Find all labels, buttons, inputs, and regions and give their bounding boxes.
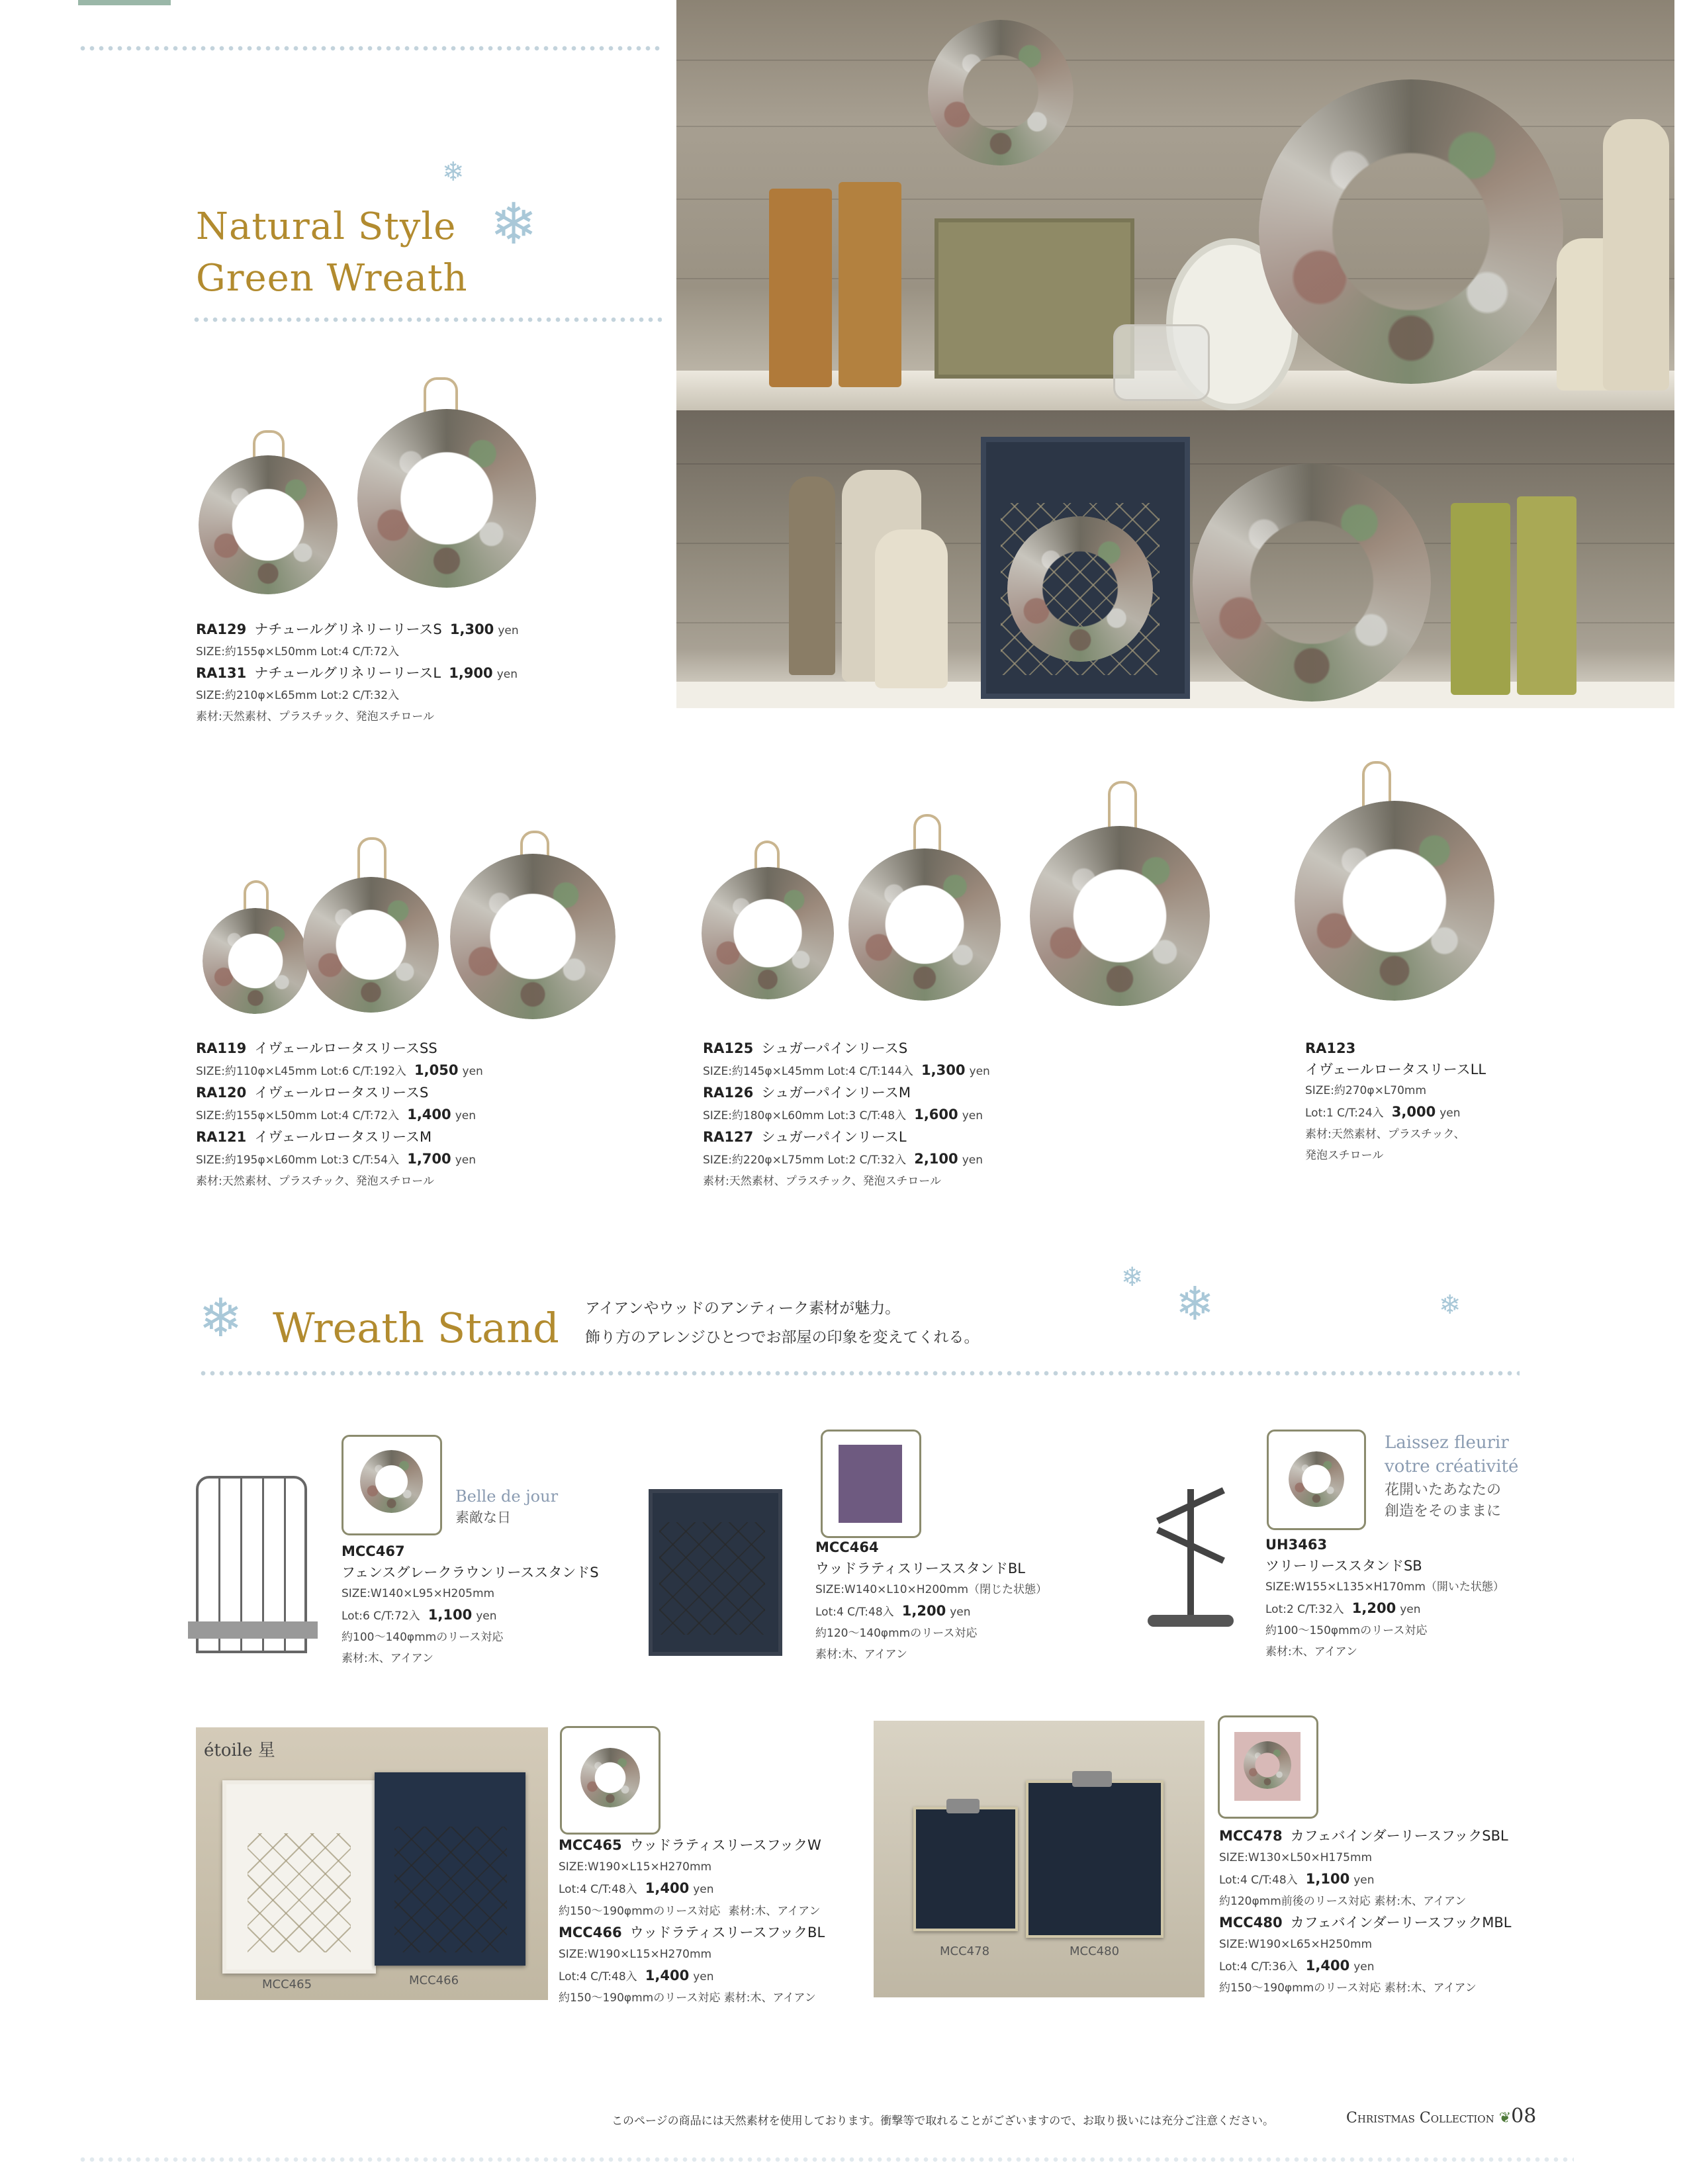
product-code: RA121 (196, 1129, 247, 1145)
price-unit: yen (1353, 1874, 1375, 1887)
product-price: 1,100 (428, 1607, 473, 1623)
product-fit: 約150～190φmmのリース対応 (559, 1905, 721, 1918)
product-spec: SIZE:約155φ×L50mm Lot:4 C/T:72入 (196, 645, 400, 659)
product-code: RA126 (703, 1085, 754, 1101)
section-description (585, 1294, 979, 1352)
product-line (1219, 1825, 1511, 1847)
tagline-fr-line2: votre créativité (1385, 1457, 1519, 1477)
product-fit: 約120～140φmmのリース対応 (815, 1627, 978, 1640)
thumbnail-mcc467 (342, 1435, 442, 1535)
photo-label-mcc466: MCC466 (409, 1974, 459, 1987)
price-unit: yen (962, 1109, 983, 1122)
product-line (1265, 1598, 1504, 1620)
product-line (1219, 1912, 1511, 1934)
product-block-mcc478-mcc480 (1219, 1825, 1511, 1999)
product-name: カフェバインダーリースフックMBL (1290, 1915, 1512, 1931)
wreath-image-ra123 (1295, 801, 1494, 1001)
product-lot: Lot:4 C/T:48入 (559, 1970, 637, 1983)
price-unit: yen (496, 668, 518, 681)
product-material: 素材:木、アイアン (1265, 1645, 1358, 1659)
stand-image-uh3463 (1141, 1476, 1240, 1641)
product-block-mcc464 (815, 1537, 1047, 1665)
wreath-image-ra131 (357, 409, 536, 588)
product-fit: 約120φmm前後のリース対応 素材:木、アイアン (1219, 1895, 1467, 1908)
product-size: SIZE:W155×L135×H170mm（開いた状態） (1265, 1580, 1504, 1594)
product-name: イヴェールロータスリースM (254, 1129, 432, 1145)
product-line (1219, 1868, 1511, 1891)
product-price: 1,200 (1351, 1600, 1396, 1616)
price-unit: yen (1400, 1603, 1421, 1616)
product-material: 素材:木、アイアン (728, 1905, 821, 1918)
product-line (559, 1965, 825, 1987)
wreath-image-ra121 (450, 854, 616, 1019)
stand-wreath-photo (1007, 516, 1153, 662)
product-spec: Lot:1 C/T:24入 (1305, 1107, 1384, 1120)
product-size: SIZE:W190×L15×H270mm (559, 1948, 712, 1961)
product-price: 1,300 (449, 621, 494, 637)
drawer-chest-photo (935, 218, 1134, 379)
pastel-wreath-photo (1193, 463, 1431, 702)
product-lot: Lot:4 C/T:36入 (1219, 1960, 1298, 1974)
thumbnail-mcc464 (821, 1430, 921, 1538)
snowflake-icon: ❄ (1439, 1290, 1461, 1320)
price-unit: yen (462, 1065, 483, 1078)
wreath-image-ra129 (199, 455, 338, 594)
section-title-line1: Natural Style (196, 205, 457, 248)
product-fit: 約100～150φmmのリース対応 (1265, 1624, 1428, 1637)
thumbnail-uh3463 (1267, 1430, 1366, 1530)
product-code: RA120 (196, 1085, 247, 1101)
bottom-lace-divider (78, 2155, 1574, 2164)
etoile-label: étoile 星 (204, 1741, 275, 1760)
product-line (196, 1148, 483, 1171)
product-lot: Lot:4 C/T:48入 (815, 1606, 894, 1619)
section-title-line2: Green Wreath (196, 257, 468, 300)
section-title-natural (196, 201, 468, 304)
wall-wreath-photo (928, 20, 1073, 165)
product-line (703, 1038, 990, 1060)
wreath-image-ra126 (848, 848, 1001, 1001)
product-fit: 約150～190φmmのリース対応 素材:木、アイアン (1219, 1981, 1477, 1995)
product-line (196, 1082, 483, 1104)
product-line (559, 1922, 825, 1944)
product-block-ra129-ra131 (196, 619, 519, 727)
product-line (196, 1060, 483, 1082)
product-code: RA125 (703, 1040, 754, 1056)
photo-label-mcc480: MCC480 (1070, 1944, 1120, 1958)
stand-base-mcc467 (188, 1621, 318, 1639)
product-name: シュガーパインリースS (761, 1040, 908, 1056)
tagline-jp-uh3463 (1385, 1480, 1501, 1522)
product-line (559, 1900, 825, 1922)
price-unit: yen (1439, 1107, 1461, 1120)
product-fit: 約100～140φmmのリース対応 (342, 1631, 504, 1644)
collection-name: Christmas Collection (1346, 2110, 1494, 2126)
wreath-image-ra127 (1030, 826, 1210, 1006)
tagline-jp-line2: 創造をそのままに (1385, 1503, 1502, 1520)
holly-icon: ❦ (1498, 2110, 1512, 2126)
product-material: 素材:木、アイアン (815, 1648, 908, 1661)
price-unit: yen (693, 1970, 714, 1983)
product-size: SIZE:W140×L10×H200mm（閉じた状態） (815, 1583, 1048, 1596)
price-unit: yen (498, 624, 519, 637)
product-name: シュガーパインリースM (761, 1085, 911, 1101)
product-material: 素材:天然素材、プラスチック、発泡スチロール (703, 1175, 942, 1188)
product-spec: SIZE:約180φ×L60mm Lot:3 C/T:48入 (703, 1109, 907, 1122)
product-spec: SIZE:約145φ×L45mm Lot:4 C/T:144入 (703, 1065, 913, 1078)
product-price: 1,300 (921, 1062, 966, 1078)
product-price: 3,000 (1391, 1104, 1436, 1120)
product-name: イヴェールロータスリースS (254, 1085, 429, 1101)
product-line (1305, 1101, 1486, 1124)
product-code: MCC467 (342, 1543, 405, 1559)
product-line (196, 1104, 483, 1126)
product-code: RA131 (196, 665, 247, 681)
product-name: ウッドラティスリースフックW (629, 1837, 821, 1853)
snowflake-icon: ❄ (1175, 1277, 1214, 1331)
product-material: 素材:天然素材、プラスチック、発泡スチロール (196, 710, 435, 723)
product-spec: SIZE:約110φ×L45mm Lot:6 C/T:192入 (196, 1065, 406, 1078)
thumbnail-mcc478 (1218, 1715, 1318, 1819)
thumbnail-mcc465 (560, 1726, 661, 1835)
page-number: 08 (1511, 2105, 1537, 2128)
wreath-image-ra125 (702, 867, 834, 999)
photo-label-mcc478: MCC478 (940, 1944, 990, 1958)
product-code: RA119 (196, 1040, 247, 1056)
product-price: 1,400 (645, 1880, 690, 1896)
price-unit: yen (969, 1065, 990, 1078)
bottle-photo (1603, 119, 1669, 390)
footer-notice: このページの商品には天然素材を使用しております。衝撃等で取れることがございますので、お取り扱いには充分ご注意ください。 (612, 2115, 1274, 2128)
product-spec: SIZE:約270φ×L70mm (1305, 1084, 1427, 1097)
finial-photo (789, 477, 835, 675)
product-name: イヴェールロータスリースLL (1305, 1062, 1486, 1077)
product-lot: Lot:2 C/T:32入 (1265, 1603, 1344, 1616)
tagline-fr-line1: Laissez fleurir (1385, 1433, 1509, 1453)
product-code: MCC464 (815, 1539, 879, 1555)
product-code: MCC480 (1219, 1915, 1283, 1931)
product-name: ウッドラティスリーススタンドBL (815, 1561, 1025, 1576)
product-block-ra123 (1305, 1038, 1486, 1166)
product-line (559, 1878, 825, 1900)
large-wreath-photo (1259, 79, 1563, 384)
product-price: 1,400 (645, 1968, 690, 1983)
product-price: 1,400 (1305, 1958, 1350, 1974)
product-price: 1,050 (414, 1062, 459, 1078)
tagline-jp-line1: 花開いたあなたの (1385, 1482, 1502, 1498)
product-code: UH3463 (1265, 1537, 1328, 1553)
product-name: フェンスグレークラウンリーススタンドS (342, 1565, 599, 1580)
stand-lattice-mcc464 (659, 1522, 765, 1635)
product-line (196, 1038, 483, 1060)
book-photo (839, 182, 901, 387)
product-code: MCC465 (559, 1837, 622, 1853)
product-code: RA127 (703, 1129, 754, 1145)
product-name: ウッドラティスリースフックBL (629, 1925, 825, 1940)
product-size: SIZE:W140×L95×H205mm (342, 1587, 495, 1600)
product-line (1219, 1955, 1511, 1978)
tagline-fr-mcc467: Belle de jour (455, 1487, 559, 1506)
photo-label-mcc465: MCC465 (262, 1978, 312, 1991)
product-price: 2,100 (914, 1151, 958, 1167)
product-name: ナチュールグリネリーリースL (254, 665, 441, 681)
product-code: MCC466 (559, 1925, 622, 1940)
snowflake-icon: ❄ (199, 1287, 244, 1349)
product-line (196, 619, 519, 641)
product-name: ナチュールグリネリーリースS (254, 621, 442, 637)
product-line (196, 662, 519, 685)
binder-board-mcc478 (913, 1807, 1018, 1931)
product-name: ツリーリーススタンドSB (1265, 1558, 1422, 1574)
product-code: RA123 (1305, 1040, 1356, 1056)
product-material: 発泡スチロール (1305, 1149, 1384, 1162)
price-unit: yen (455, 1109, 476, 1122)
product-name: シュガーパインリースL (761, 1129, 907, 1145)
product-material: 素材:木、アイアン (342, 1652, 434, 1665)
top-corner-mark (78, 0, 171, 5)
product-block-ra125-ra127 (703, 1038, 990, 1192)
product-block-mcc465-mcc466 (559, 1835, 825, 2009)
product-line (815, 1600, 1047, 1623)
price-unit: yen (455, 1154, 476, 1167)
tagline-jp-mcc467: 素敵な日 (455, 1510, 511, 1525)
shelf-photo-top (676, 0, 1674, 410)
product-line (703, 1104, 990, 1126)
section-description-line2: 飾り方のアレンジひとつでお部屋の印象を変えてくれる。 (585, 1329, 980, 1346)
product-material: 素材:天然素材、プラスチック、発泡スチロール (196, 1175, 435, 1188)
product-spec: SIZE:約155φ×L50mm Lot:4 C/T:72入 (196, 1109, 400, 1122)
product-code: MCC478 (1219, 1828, 1283, 1844)
price-unit: yen (476, 1610, 497, 1623)
price-unit: yen (693, 1883, 714, 1896)
product-price: 1,100 (1305, 1871, 1350, 1887)
product-line (703, 1082, 990, 1104)
product-block-uh3463 (1265, 1534, 1504, 1662)
section-lace-divider (199, 1369, 1520, 1378)
product-price: 1,900 (449, 665, 493, 681)
price-unit: yen (1353, 1960, 1375, 1974)
product-fit: 約150～190φmmのリース対応 素材:木、アイアン (559, 1991, 816, 2005)
product-lot: Lot:4 C/T:48入 (1219, 1874, 1298, 1887)
price-unit: yen (962, 1154, 983, 1167)
etoile-photo (196, 1727, 548, 2000)
product-line (196, 1126, 483, 1148)
wreath-image-ra120 (303, 877, 439, 1013)
product-code: RA129 (196, 621, 247, 637)
cafe-binder-photo (874, 1721, 1205, 1997)
product-price: 1,600 (914, 1107, 958, 1122)
price-unit: yen (950, 1606, 971, 1619)
shelf-photo-bottom (676, 410, 1674, 708)
book-photo (769, 189, 832, 387)
product-lot: Lot:6 C/T:72入 (342, 1610, 420, 1623)
product-price: 1,400 (407, 1107, 451, 1122)
product-name: カフェバインダーリースフックSBL (1290, 1828, 1508, 1844)
snowflake-icon: ❄ (1121, 1262, 1144, 1293)
section-description-line1: アイアンやウッドのアンティーク素材が魅力。 (585, 1300, 901, 1317)
product-block-mcc467 (342, 1541, 599, 1669)
product-material: 素材:天然素材、プラスチック、 (1305, 1128, 1465, 1141)
section-lace-divider (192, 315, 662, 324)
book-photo (1451, 503, 1510, 695)
product-line (703, 1060, 990, 1082)
product-spec: SIZE:約195φ×L60mm Lot:3 C/T:54入 (196, 1154, 400, 1167)
product-price: 1,200 (901, 1603, 946, 1619)
wreath-image-ra119 (203, 908, 308, 1014)
product-price: 1,700 (407, 1151, 451, 1167)
binder-board-mcc480 (1026, 1780, 1164, 1938)
snowflake-icon: ❄ (490, 191, 538, 257)
product-line (342, 1604, 599, 1627)
product-lot: Lot:4 C/T:48入 (559, 1883, 637, 1896)
snowflake-icon: ❄ (442, 157, 465, 187)
vase-photo (875, 529, 948, 688)
product-name: イヴェールロータスリースSS (254, 1040, 437, 1056)
product-spec: SIZE:約220φ×L75mm Lot:2 C/T:32入 (703, 1154, 907, 1167)
product-line (703, 1148, 990, 1171)
product-line (703, 1126, 990, 1148)
product-size: SIZE:W190×L65×H250mm (1219, 1938, 1373, 1951)
product-spec: SIZE:約210φ×L65mm Lot:2 C/T:32入 (196, 689, 400, 702)
section-title-stand: Wreath Stand (273, 1304, 559, 1352)
footer-collection (1346, 2105, 1536, 2128)
product-size: SIZE:W130×L50×H175mm (1219, 1851, 1373, 1864)
product-size: SIZE:W190×L15×H270mm (559, 1860, 712, 1874)
top-lace-divider (78, 44, 661, 53)
product-line (559, 1835, 825, 1856)
book-photo (1517, 496, 1576, 695)
glass-jar-photo (1113, 324, 1210, 401)
tagline-fr-uh3463 (1385, 1431, 1518, 1479)
product-block-ra119-ra121 (196, 1038, 483, 1192)
